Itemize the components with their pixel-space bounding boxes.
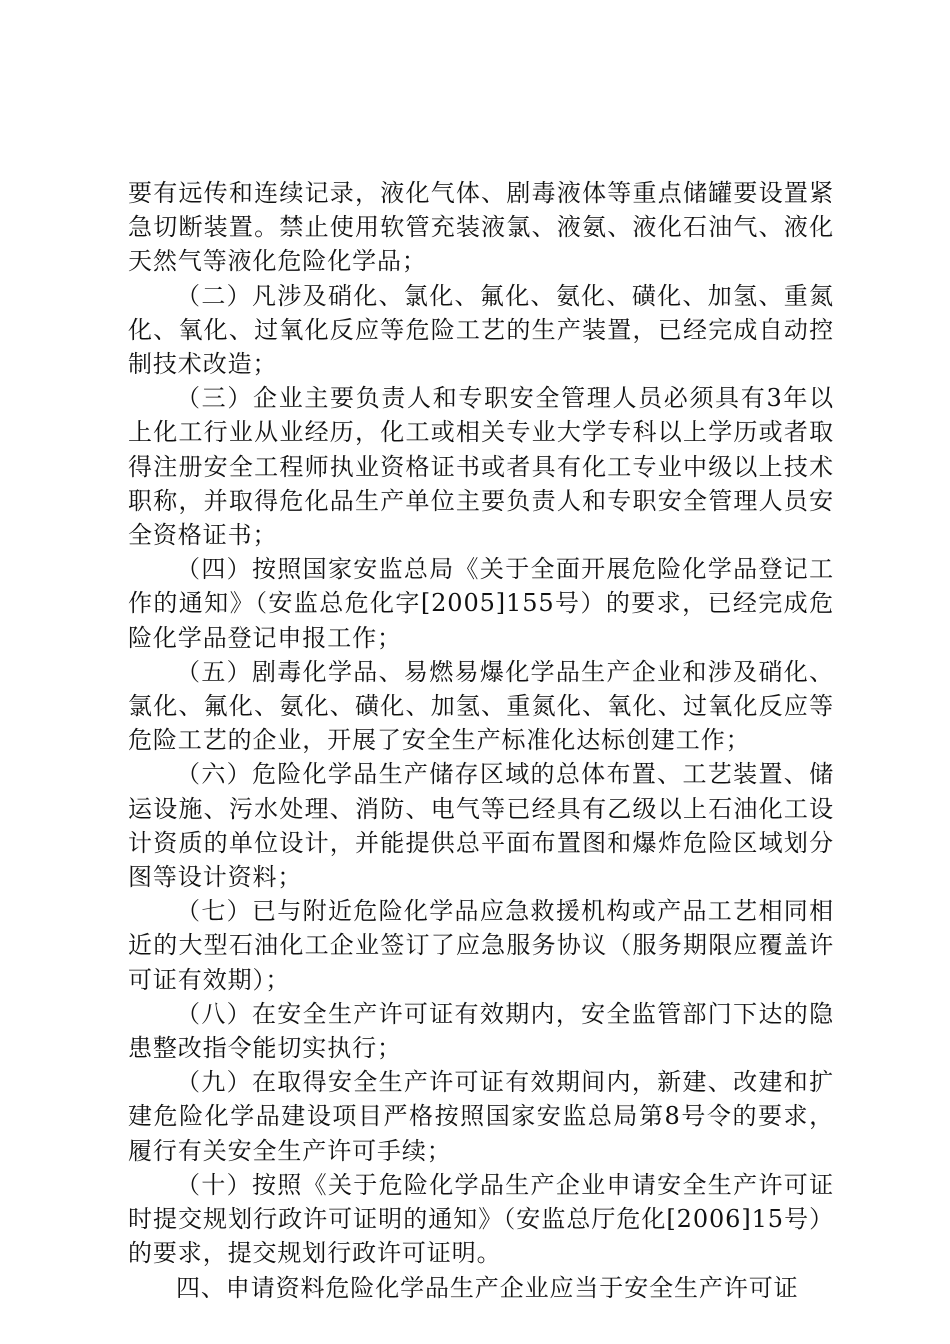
paragraph-item-9: （九）在取得安全生产许可证有效期间内，新建、改建和扩建危险化学品建设项目严格按照国家安监总局第8号令的要求，履行有关安全生产许可手续； bbox=[128, 1068, 834, 1165]
paragraph-item-6: （六）危险化学品生产储存区域的总体布置、工艺装置、储运设施、污水处理、消防、电气等已经具有乙级以上石油化工设计资质的单位设计，并能提供总平面布置图和爆炸危险区域划分图等设计资料； bbox=[128, 760, 834, 892]
paragraph-item-8: （八）在安全生产许可证有效期内，安全监管部门下达的隐患整改指令能切实执行； bbox=[128, 999, 834, 1063]
paragraph-item-10: （十）按照《关于危险化学品生产企业申请安全生产许可证时提交规划行政许可证明的通知》（安监总厅危化[2006]15号）的要求，提交规划行政许可证明。 bbox=[128, 1170, 834, 1268]
paragraph-item-4: （四）按照国家安监总局《关于全面开展危险化学品登记工作的通知》（安监总危化字[2005]155号）的要求，已经完成危险化学品登记申报工作； bbox=[128, 555, 834, 652]
paragraph-item-3: （三）企业主要负责人和专职安全管理人员必须具有3年以上化工行业从业经历，化工或相关专业大学专科以上学历或者取得注册安全工程师执业资格证书或者具有化工专业中级以上技术职称，并取得危化品生产单位主要负责人和专职安全管理人员安全资格证书； bbox=[128, 384, 834, 550]
paragraph-item-7: （七）已与附近危险化学品应急救援机构或产品工艺相同相近的大型石油化工企业签订了应急服务协议（服务期限应覆盖许可证有效期）； bbox=[128, 897, 834, 994]
paragraph-continuation: 要有远传和连续记录，液化气体、剧毒液体等重点储罐要设置紧急切断装置。禁止使用软管充装液氯、液氨、液化石油气、液化天然气等液化危险化学品； bbox=[128, 179, 834, 276]
document-body bbox=[128, 176, 834, 1305]
paragraph-item-2: （二）凡涉及硝化、氯化、氟化、氨化、磺化、加氢、重氮化、氧化、过氧化反应等危险工艺的生产装置，已经完成自动控制技术改造； bbox=[128, 281, 834, 379]
section-heading-4: 四、申请资料危险化学品生产企业应当于安全生产许可证 bbox=[176, 1273, 799, 1302]
paragraph-item-5: （五）剧毒化学品、易燃易爆化学品生产企业和涉及硝化、氯化、氟化、氨化、磺化、加氢、重氮化、氧化、过氧化反应等危险工艺的企业，开展了安全生产标准化达标创建工作； bbox=[128, 657, 834, 755]
